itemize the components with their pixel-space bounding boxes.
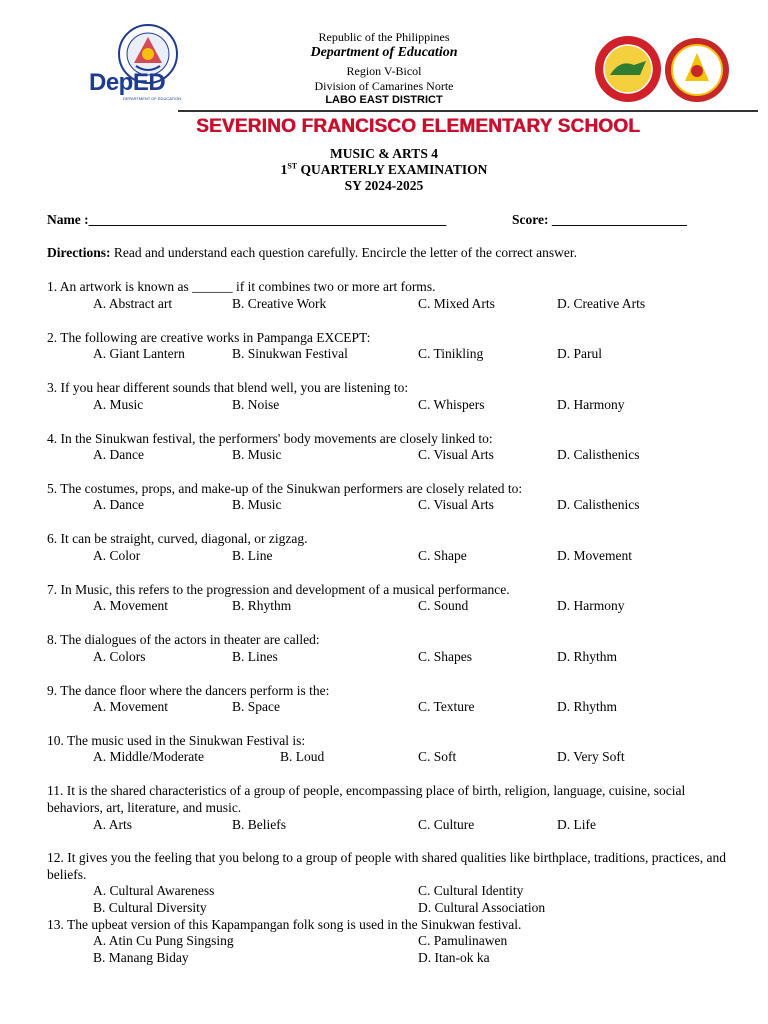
option-8b[interactable]: B. Lines — [232, 649, 278, 664]
option-12d[interactable]: D. Cultural Association — [418, 900, 546, 915]
question-10: 10. The music used in the Sinukwan Festival is: — [47, 733, 306, 748]
option-4d[interactable]: D. Calisthenics — [557, 447, 640, 462]
question-3: 3. If you hear different sounds that blend well, you are listening to: — [47, 380, 409, 395]
republic-line: Republic of the Philippines — [318, 30, 450, 44]
deped-wordmark: DepED DEPARTMENT OF EDUCATION — [89, 69, 182, 101]
quarter-number: 1 — [280, 162, 288, 177]
department-line: Department of Education — [310, 45, 458, 60]
question-5: 5. The costumes, props, and make-up of the Sinukwan performers are closely related to: — [47, 481, 523, 496]
option-3a[interactable]: A. Music — [93, 397, 144, 412]
question-11: 11. It is the shared characteristics of a group of people, encompassing place of birth, religion, language, cuisine, social behaviors, art, literature, and music. — [47, 783, 686, 815]
option-4a[interactable]: A. Dance — [93, 447, 144, 462]
division-line: Division of Camarines Norte — [314, 79, 454, 93]
option-1c[interactable]: C. Mixed Arts — [418, 296, 495, 311]
question-7: 7. In Music, this refers to the progression and development of a musical performance. — [47, 582, 510, 597]
score-field[interactable] — [512, 212, 687, 228]
option-9b[interactable]: B. Space — [232, 699, 280, 714]
name-label: Name : — [47, 212, 89, 227]
option-13a[interactable]: A. Atin Cu Pung Singsing — [93, 933, 234, 948]
option-2d[interactable]: D. Parul — [557, 346, 602, 361]
option-11d[interactable]: D. Life — [557, 817, 596, 832]
name-field[interactable] — [47, 212, 446, 228]
directions — [47, 245, 577, 261]
option-11a[interactable]: A. Arts — [93, 817, 133, 832]
option-13b[interactable]: B. Manang Biday — [93, 950, 189, 965]
option-3c[interactable]: C. Whispers — [418, 397, 485, 412]
directions-label: Directions: — [47, 245, 111, 260]
option-4b[interactable]: B. Music — [232, 447, 282, 462]
option-2c[interactable]: C. Tinikling — [418, 346, 484, 361]
option-6c[interactable]: C. Shape — [418, 548, 467, 563]
option-12b[interactable]: B. Cultural Diversity — [93, 900, 207, 915]
option-13d[interactable]: D. Itan-ok ka — [418, 950, 490, 965]
option-12a[interactable]: A. Cultural Awareness — [93, 883, 215, 898]
question-1: 1. An artwork is known as ______ if it combines two or more art forms. — [47, 279, 436, 294]
option-5c[interactable]: C. Visual Arts — [418, 497, 494, 512]
option-6b[interactable]: B. Line — [232, 548, 273, 563]
option-1d[interactable]: D. Creative Arts — [557, 296, 646, 311]
option-8d[interactable]: D. Rhythm — [557, 649, 618, 664]
question-2: 2. The following are creative works in Pampanga EXCEPT: — [47, 330, 371, 345]
quarter-suffix: ST — [287, 161, 298, 171]
option-10a[interactable]: A. Middle/Moderate — [93, 749, 204, 764]
directions-text: Read and understand each question carefully. Encircle the letter of the correct answer. — [110, 245, 578, 260]
option-2b[interactable]: B. Sinukwan Festival — [232, 346, 348, 361]
exam-subject: MUSIC & ARTS 4 — [330, 146, 438, 161]
option-1a[interactable]: A. Abstract art — [93, 296, 173, 311]
option-11b[interactable]: B. Beliefs — [232, 817, 286, 832]
option-4c[interactable]: C. Visual Arts — [418, 447, 494, 462]
district-line: LABO EAST DISTRICT — [325, 94, 443, 106]
option-10c[interactable]: C. Soft — [418, 749, 457, 764]
score-blank[interactable]: ____________________ — [551, 212, 687, 227]
option-7a[interactable]: A. Movement — [93, 598, 168, 613]
quarter-text: QUARTERLY EXAMINATION — [297, 162, 488, 177]
option-1b[interactable]: B. Creative Work — [232, 296, 327, 311]
option-11c[interactable]: C. Culture — [418, 817, 475, 832]
question-13: 13. The upbeat version of this Kapampangan folk song is used in the Sinukwan festival. — [47, 917, 522, 932]
option-5d[interactable]: D. Calisthenics — [557, 497, 640, 512]
school-name: SEVERINO FRANCISCO ELEMENTARY SCHOOL — [196, 116, 640, 137]
option-3b[interactable]: B. Noise — [232, 397, 280, 412]
question-4: 4. In the Sinukwan festival, the performers' body movements are closely linked to: — [47, 431, 493, 446]
option-9c[interactable]: C. Texture — [418, 699, 475, 714]
score-label: Score: — [512, 212, 549, 227]
region-line: Region V-Bicol — [346, 64, 422, 78]
option-5a[interactable]: A. Dance — [93, 497, 144, 512]
option-10b[interactable]: B. Loud — [280, 749, 325, 764]
option-2a[interactable]: A. Giant Lantern — [93, 346, 185, 361]
district-seal — [664, 37, 730, 103]
option-8c[interactable]: C. Shapes — [418, 649, 472, 664]
option-7c[interactable]: C. Sound — [418, 598, 469, 613]
option-9d[interactable]: D. Rhythm — [557, 699, 618, 714]
option-7d[interactable]: D. Harmony — [557, 598, 625, 613]
question-8: 8. The dialogues of the actors in theater are called: — [47, 632, 320, 647]
name-blank[interactable]: _____________________________________________________ — [88, 212, 447, 227]
option-6a[interactable]: A. Color — [93, 548, 141, 563]
option-5b[interactable]: B. Music — [232, 497, 282, 512]
question-6: 6. It can be straight, curved, diagonal, or zigzag. — [47, 531, 308, 546]
option-9a[interactable]: A. Movement — [93, 699, 168, 714]
option-6d[interactable]: D. Movement — [557, 548, 632, 563]
question-9: 9. The dance floor where the dancers perform is the: — [47, 683, 330, 698]
school-year: SY 2024-2025 — [344, 178, 424, 193]
division-seal — [594, 35, 662, 103]
header-divider — [178, 110, 758, 112]
option-3d[interactable]: D. Harmony — [557, 397, 625, 412]
option-10d[interactable]: D. Very Soft — [557, 749, 625, 764]
question-12: 12. It gives you the feeling that you belong to a group of people with shared qualities like birthplace, traditions, practices, and beliefs. — [47, 850, 726, 882]
exam-quarter — [0, 162, 768, 178]
option-8a[interactable]: A. Colors — [93, 649, 146, 664]
option-12c[interactable]: C. Cultural Identity — [418, 883, 524, 898]
option-7b[interactable]: B. Rhythm — [232, 598, 292, 613]
option-13c[interactable]: C. Pamulinawen — [418, 933, 508, 948]
